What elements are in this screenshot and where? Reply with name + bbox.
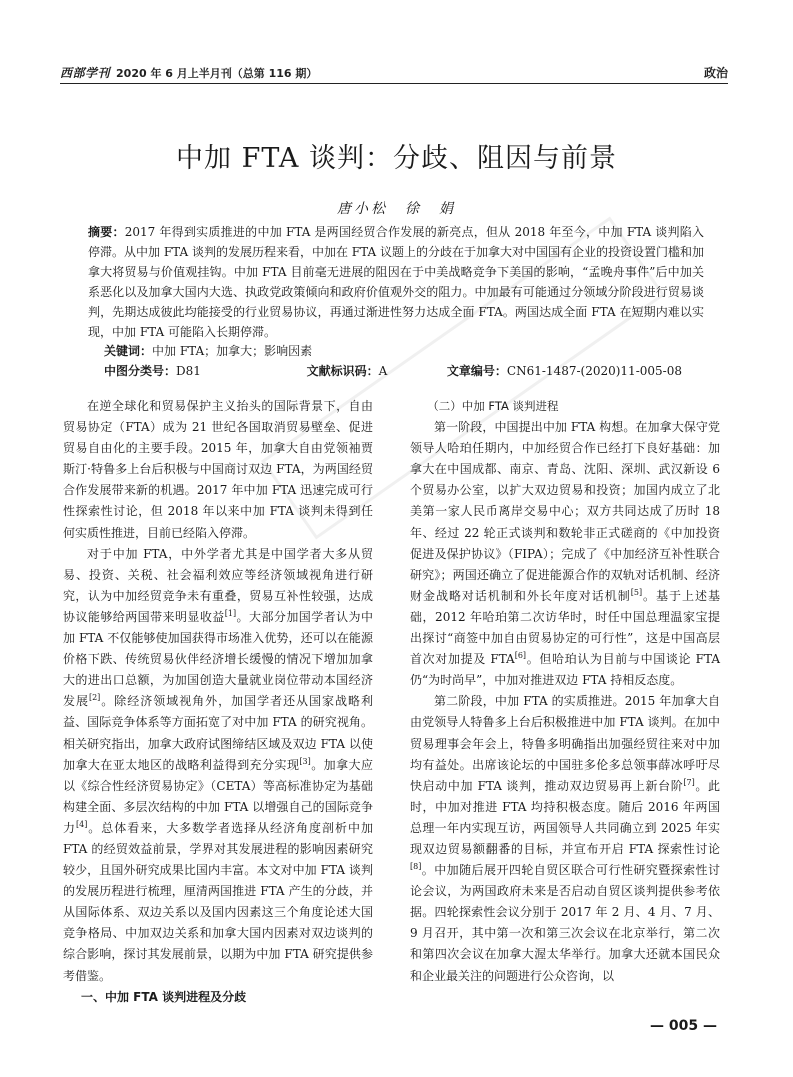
citation: [3]: [299, 756, 311, 766]
doc-code-label: 文献标识码：: [306, 364, 379, 378]
keywords-row: [104, 342, 312, 360]
citation: [1]: [224, 608, 237, 618]
clc-value: D81: [176, 364, 201, 378]
running-header: [60, 62, 728, 80]
keywords-value: 中加 FTA；加拿大；影响因素: [152, 344, 313, 358]
citation: [8]: [410, 862, 422, 872]
journal-info: [60, 64, 317, 81]
doc-code-value: A: [378, 364, 388, 378]
right-column: [410, 396, 720, 987]
header-rule: [60, 83, 728, 84]
paragraph: 第二阶段，中加 FTA 的实质推进。2015 年加拿大自由党领导人特鲁多上台后积极推进中加 FTA 谈判。在加中贸易理事会年会上，特鲁多明确指出加强经贸往来对中加均有益处。出席该论坛的中国驻多伦多总领事薛冰呼吁尽快启动中加 FTA 谈判，推动双边贸易再上新台阶[7]。此时，中加对推进 FTA 均持积极态度。随后 2016 年两国总理一年内实现互访，两国领导人共同确立到 2025 年实现双边贸易额翻番的目标，并宣布开启 FTA 探索性讨论[8]。中加随后展开四轮自贸区联合可行性研究暨探索性讨论会议，为两国政府未来是否启动自贸区谈判提供参考依据。四轮探索性会议分别于 2017 年 2 月、4 月、7 月、9 月召开，其中第一次和第三次会议在北京举行，第二次和第四次会议在加拿大渥太华举行。加拿大还就本国民众和企业最关注的问题进行公众咨询，以: [410, 694, 720, 983]
subsection-heading: （二）中加 FTA 谈判进程: [427, 399, 559, 413]
abstract: [88, 222, 704, 342]
issue-info: 2020 年 6 月上半月刊（总第 116 期）: [116, 67, 318, 80]
abstract-text: 2017 年得到实质推进的中加 FTA 是两国经贸合作发展的新亮点，但从 2018 年至今，中加 FTA 谈判陷入停滞。从中加 FTA 谈判的发展历程来看，中加在 FTA 议题上的分歧在于加拿大对中国国有企业的投资设置门槛和加拿大将贸易与价值观挂钩。中加 FTA 目前毫无进展的阻因在于中美战略竞争下美国的影响，“孟晚舟事件”后中加关系恶化以及加拿大国内大选、执政党政策倾向和政府价值观外交的阻力。中加最有可能通过分领域分阶段进行贸易谈判，先期达成彼此均能接受的行业贸易协议，再通过渐进性努力达成全面 FTA。两国达成全面 FTA 在短期内难以实现，中加 FTA 可能陷入长期停滞。: [88, 225, 704, 339]
article-authors: 唐小松 徐 娟: [337, 201, 456, 217]
paragraph: 第一阶段，中国提出中加 FTA 构想。在加拿大保守党领导人哈珀任期内，中加经贸合作已经打下良好基础：加拿大在中国成都、南京、青岛、沈阳、深圳、武汉新设 6 个贸易办公室，以扩大双边贸易和投资；加国内成立了北美第一家人民币离岸交易中心；双方共同达成了历时 18 年、经过 22 轮正式谈判和数轮非正式磋商的《中加投资促进及保护协议》（FIPA）；完成了《中加经济互补性联合研究》；两国还确立了促进能源合作的双轨对话机制、经济财金战略对话机制和外长年度对话机制[5]。基于上述基础，2012 年哈珀第二次访华时，时任中国总理温家宝提出探讨“商签中加自由贸易协定的可行性”，这是中国高层首次对加提及 FTA[6]。但哈珀认为目前与中国谈论 FTA 仍“为时尚早”，中加对推进双边 FTA 持相反态度。: [410, 420, 720, 688]
paragraph: 在逆全球化和贸易保护主义抬头的国际背景下，自由贸易协定（FTA）成为 21 世纪各国取消贸易壁垒、促进贸易自由化的主要手段。2015 年，加拿大自由党领袖贾斯汀·特鲁多上台后积极与中国商讨双边 FTA，为两国经贸合作发展带来新的机遇。2017 年中加 FTA 迅速完成可行性探索性讨论，但 2018 年以来中加 FTA 谈判未得到任何实质性推进，目前已经陷入停滞。: [63, 399, 373, 540]
article-number-value: CN61-1487-(2020)11-005-08: [506, 364, 682, 378]
clc-label: 中图分类号：: [104, 364, 177, 378]
classification-row: [104, 362, 682, 380]
journal-logo: 西部学刊: [60, 66, 111, 80]
citation: [6]: [514, 651, 527, 661]
page-number: — 005 —: [650, 1018, 717, 1034]
citation: [7]: [683, 777, 695, 787]
citation: [5]: [630, 587, 643, 597]
left-column: [63, 396, 373, 1008]
section-label: 政治: [703, 66, 728, 80]
keywords-label: 关键词：: [104, 344, 153, 358]
abstract-label: 摘要：: [88, 225, 125, 239]
paragraph: 对于中加 FTA，中外学者尤其是中国学者大多从贸易、投资、关税、社会福利效应等经济领域视角进行研究，认为中加经贸竞争未有重叠，贸易互补性较强，达成协议能够给两国带来明显收益[1]。大部分加国学者认为中加 FTA 不仅能够使加国获得市场准入优势，还可以在能源价格下跌、传统贸易伙伴经济增长缓慢的情况下增加加拿大的进出口总额，为加国创造大量就业岗位带动本国经济发展[2]。除经济领域视角外，加国学者还从国家战略利益、国际竞争体系等方面拓宽了对中加 FTA 的研究视角。相关研究指出，加拿大政府试图缔结区域及双边 FTA 以使加拿大在亚太地区的战略利益得到充分实现[3]。加拿大应以《综合性经济贸易协定》（CETA）等高标准协定为基础构建全面、多层次结构的中加 FTA 以增强自己的国际竞争力[4]。总体看来，大多数学者选择从经济角度剖析中加 FTA 的经贸效益前景，学界对其发展进程的影响因素研究较少，且国外研究成果比国内丰富。本文对中加 FTA 谈判的发展历程进行梳理，厘清两国推进 FTA 产生的分歧，并从国际体系、双边关系以及国内因素这三个角度论述大国竞争格局、中加双边关系和加拿大国内因素对双边谈判的综合影响，探讨其发展前景，以期为中加 FTA 研究提供参考借鉴。: [63, 546, 373, 983]
article-number-label: 文章编号：: [446, 364, 507, 378]
citation: [4]: [75, 819, 88, 829]
article-title: 中加 FTA 谈判：分歧、阻因与前景: [176, 143, 617, 174]
section-heading: 一、中加 FTA 谈判进程及分歧: [81, 989, 247, 1004]
citation: [2]: [88, 693, 101, 703]
